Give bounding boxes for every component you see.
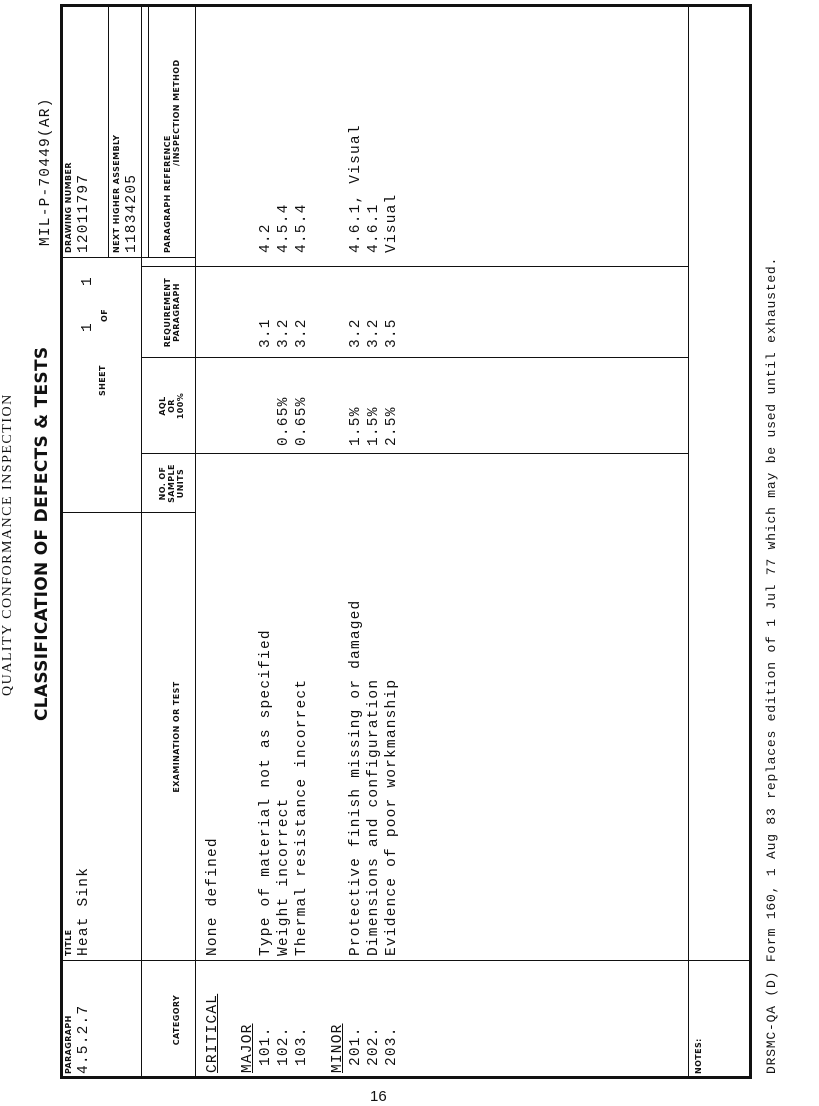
sample-header-2: SAMPLE [167,464,176,503]
table-row-req: 3.1 [258,318,274,348]
table-row-req: 3.2 [276,318,292,348]
table-row-exam: Dimensions and configuration [366,678,382,956]
paragraph-label: PARAGRAPH [64,1015,73,1074]
table-row-aql: 0.65% [276,396,292,446]
table-row-num: 102. [276,1026,292,1066]
critical-label: CRITICAL [205,993,221,1073]
table-row-num: 203. [384,1026,400,1066]
table-row-num: 103. [294,1026,310,1066]
table-row-req: 3.5 [384,318,400,348]
table-row-exam: Thermal resistance incorrect [294,678,310,956]
requirement-header-1: REQUIREMENT [163,277,172,348]
table-row-ref: 4.2 [258,223,274,253]
aql-header-2: OR [167,399,176,413]
table-row-exam: Weight incorrect [276,797,292,956]
next-higher-assembly-label: NEXT HIGHER ASSEMBLY [112,134,121,253]
spec-number: MIL-P-70449(AR) [38,97,54,246]
table-row-num: 101. [258,1026,274,1066]
sheet-label: SHEET [98,365,107,396]
table-row-exam: Protective finish missing or damaged [348,599,364,956]
table-row-num: 201. [348,1026,364,1066]
table-row-ref: 4.5.4 [276,203,292,253]
major-label: MAJOR [240,1023,256,1073]
next-higher-assembly-value: 11834205 [124,173,140,253]
page-number: 16 [370,1088,387,1105]
critical-text: None defined [205,837,221,956]
table-row-num: 202. [366,1026,382,1066]
table-row-aql: 2.5% [384,406,400,446]
exam-header: EXAMINATION OR TEST [172,681,181,793]
reference-header-1: PARAGRAPH REFERENCE [163,135,172,253]
table-row-aql: 1.5% [348,406,364,446]
sample-header-3: UNITS [176,468,185,499]
notes-label: NOTES: [694,1038,703,1074]
sheet-total: 1 [80,276,96,286]
top-title: QUALITY CONFORMANCE INSPECTION [0,393,15,696]
table-row-req: 3.2 [348,318,364,348]
form-footer: DRSMC-QA (D) Form 160, 1 Aug 83 replaces edition of 1 Jul 77 which may be used until exhausted. [764,256,779,1074]
minor-label: MINOR [330,1023,346,1073]
table-row-ref: 4.6.1, Visual [348,124,364,253]
drawing-number-value: 12011797 [76,173,92,253]
aql-header-1: AQL [158,396,167,416]
table-row-req: 3.2 [366,318,382,348]
requirement-header-2: PARAGRAPH [172,283,181,342]
sheet-number: 1 [80,322,96,332]
table-row-exam: Evidence of poor workmanship [384,678,400,956]
main-title: CLASSIFICATION OF DEFECTS & TESTS [32,346,52,721]
table-row-aql: 0.65% [294,396,310,446]
table-row-ref: 4.6.1 [366,203,382,253]
table-row-ref: Visual [384,193,400,253]
table-row-exam: Type of material not as specified [258,629,274,956]
aql-header-3: 100% [176,392,185,420]
table-row-ref: 4.5.4 [294,203,310,253]
reference-header-2: /INSPECTION METHOD [172,59,181,166]
category-header: CATEGORY [172,994,181,1046]
paragraph-value: 4.5.2.7 [76,1004,92,1074]
drawing-number-label: DRAWING NUMBER [64,162,73,253]
table-row-req: 3.2 [294,318,310,348]
table-row-aql: 1.5% [366,406,382,446]
title-label: TITLE [64,929,73,956]
sample-header-1: NO. OF [158,466,167,501]
title-value: Heat Sink [76,866,92,956]
sheet-of: OF [100,308,109,322]
